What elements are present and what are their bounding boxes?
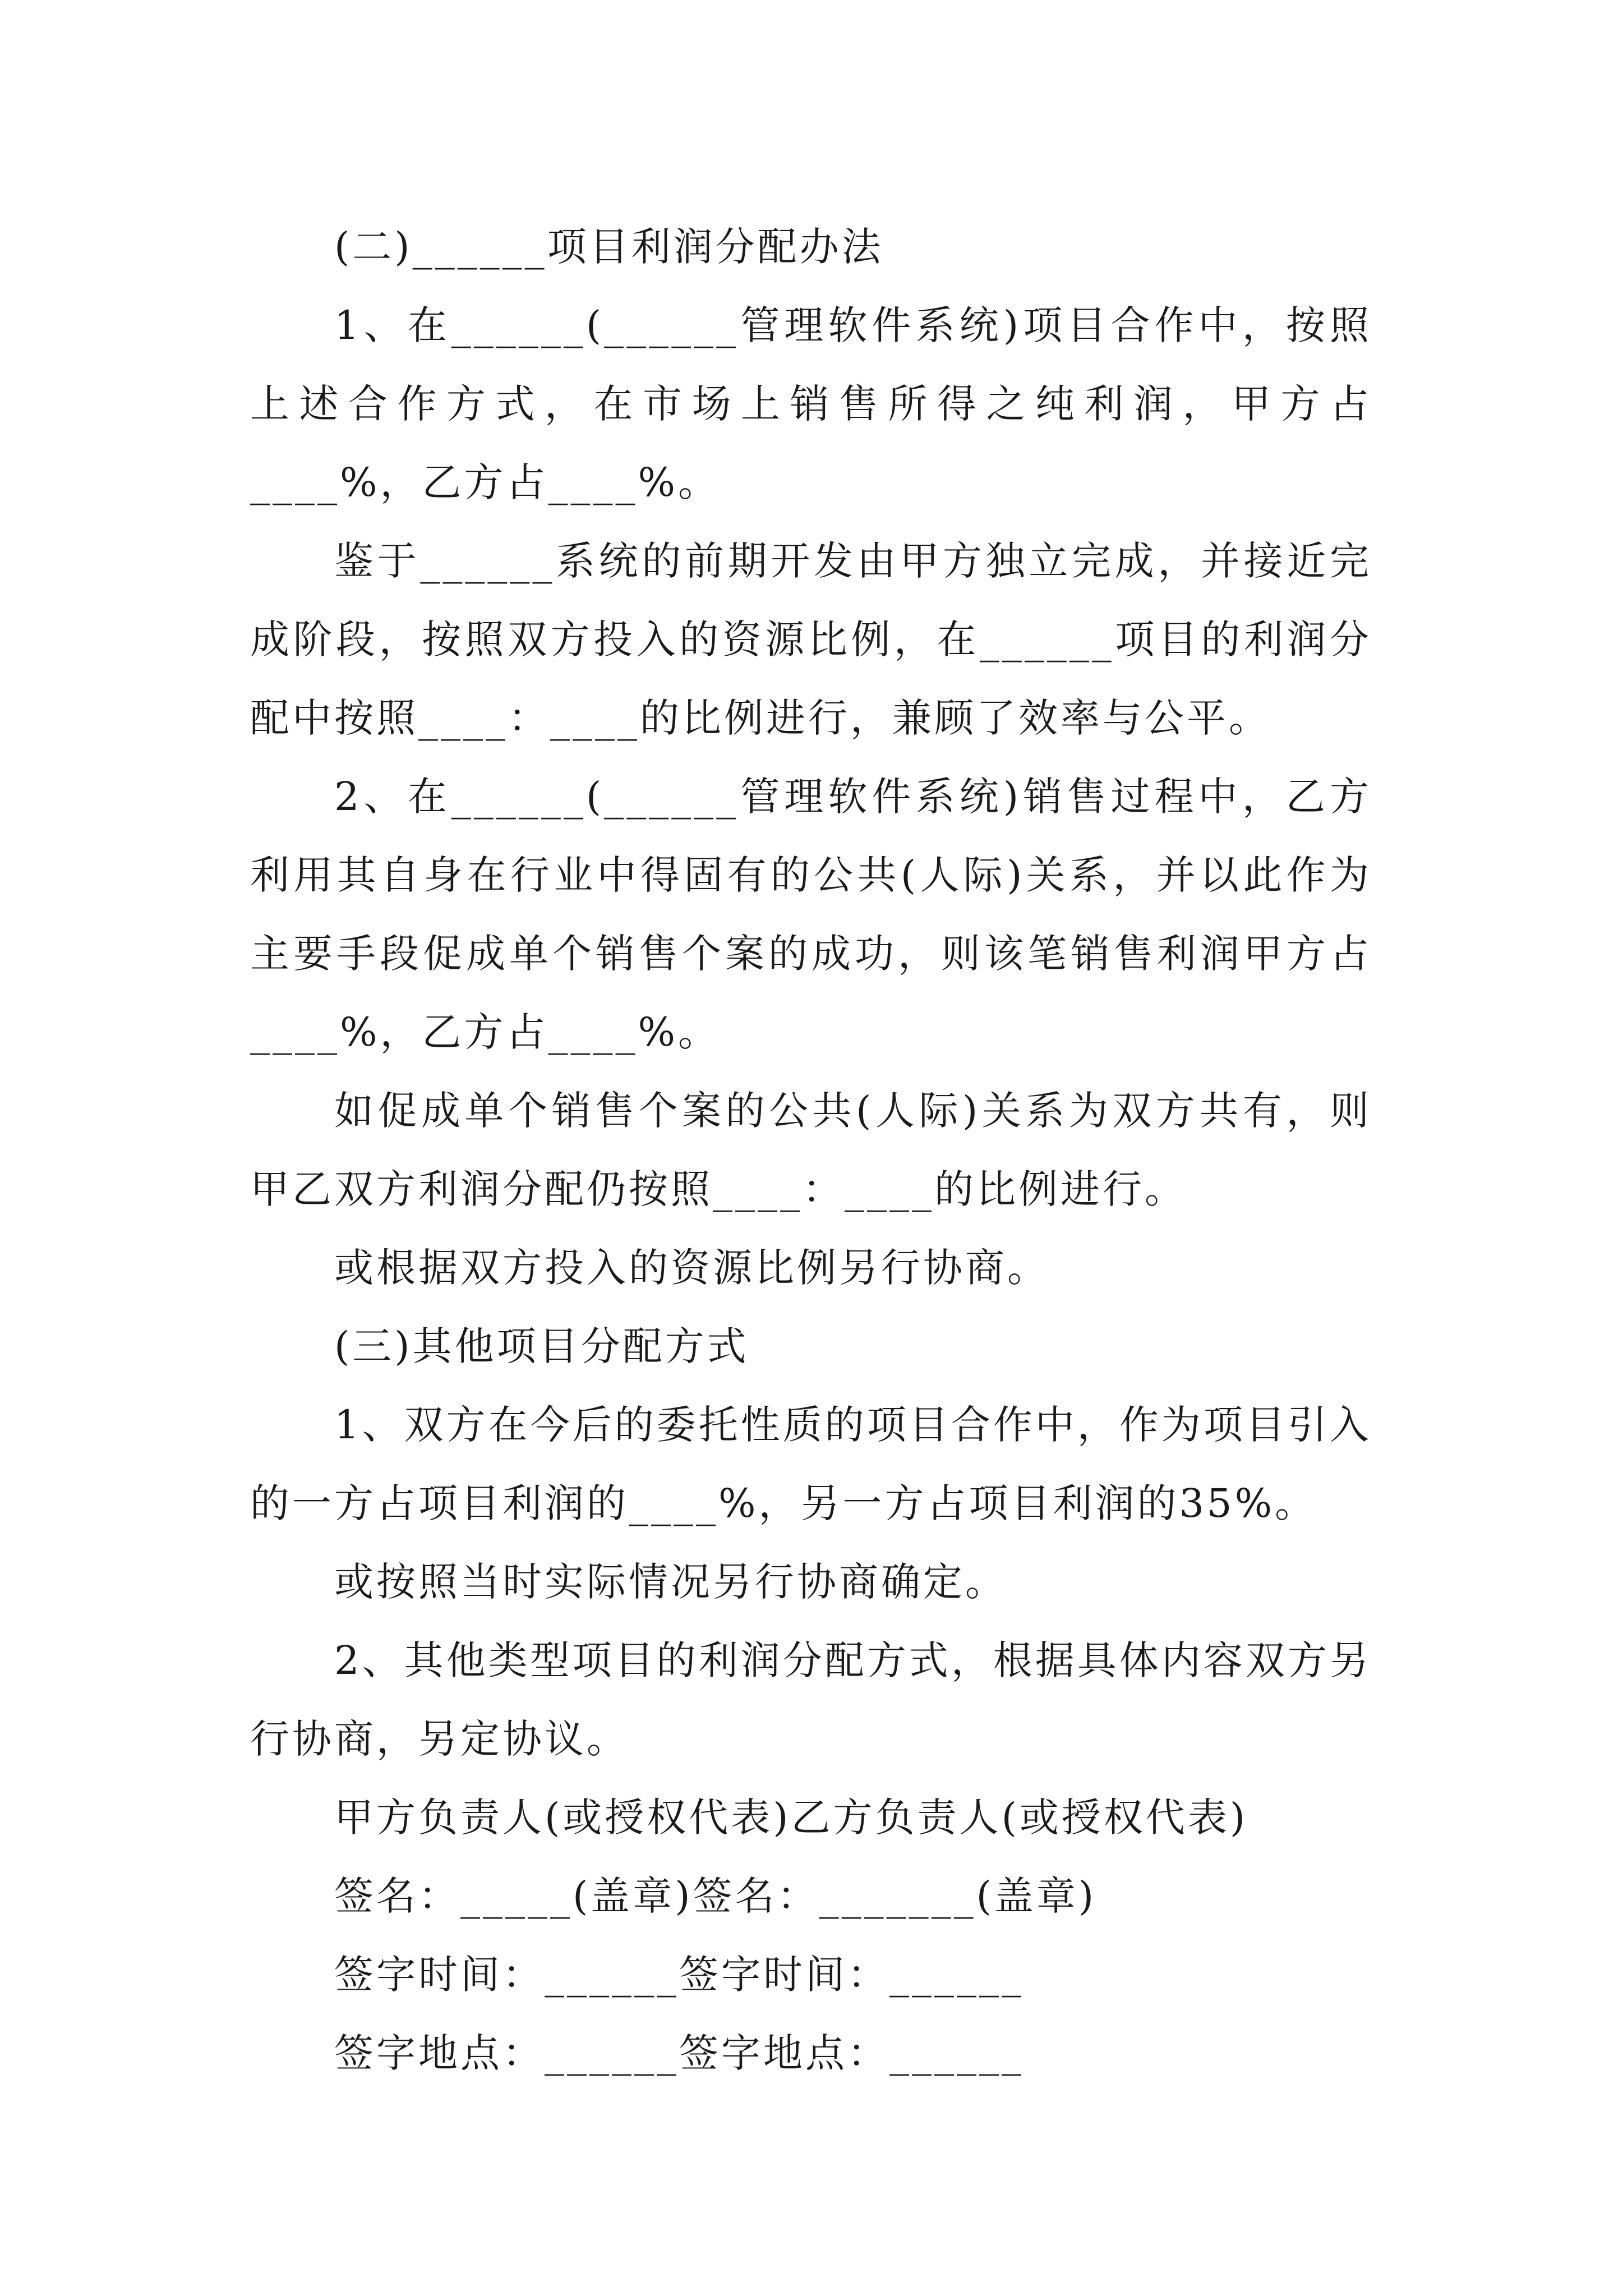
clause-paragraph: 2、在______(______管理软件系统)销售过程中，乙方利用其自身在行业中得固有的公共(人际)关系，并以此作为主要手段促成单个销售个案的成功，则该笔销售利润甲方占____%，乙方占____%。	[250, 774, 1372, 1055]
signature-name-line: 签名：_____(盖章)签名：_______(盖章)	[334, 1873, 1097, 1919]
clause-paragraph: 1、双方在今后的委托性质的项目合作中，作为项目引入的一方占项目利润的____%，另一方占项目利润的35%。	[250, 1402, 1372, 1526]
clause-paragraph: 或按照当时实际情况另行协商确定。	[334, 1559, 1007, 1605]
clause-paragraph: 2、其他类型项目的利润分配方式，根据具体内容双方另行协商，另定协议。	[250, 1637, 1372, 1762]
clause-paragraph: 或根据双方投入的资源比例另行协商。	[334, 1245, 1049, 1291]
signature-representatives: 甲方负责人(或授权代表)乙方负责人(或授权代表)	[334, 1795, 1248, 1841]
signature-time-line: 签字时间：______签字时间：______	[334, 1952, 1024, 1998]
signature-place-line: 签字地点：______签字地点：______	[334, 2030, 1024, 2076]
clause-paragraph: 如促成单个销售个案的公共(人际)关系为双方共有，则甲乙双方利润分配仍按照____：____的比例进行。	[250, 1088, 1372, 1212]
section-heading-profit-distribution: (二)______项目利润分配办法	[334, 224, 884, 270]
clause-paragraph: 1、在______(______管理软件系统)项目合作中，按照上述合作方式，在市场上销售所得之纯利润，甲方占____%，乙方占____%。	[250, 302, 1372, 505]
document-body	[250, 208, 1372, 2092]
clause-paragraph: 鉴于______系统的前期开发由甲方独立完成，并接近完成阶段，按照双方投入的资源比例，在______项目的利润分配中按照____：____的比例进行，兼顾了效率与公平。	[250, 538, 1372, 741]
section-heading-other-projects: (三)其他项目分配方式	[334, 1323, 749, 1369]
